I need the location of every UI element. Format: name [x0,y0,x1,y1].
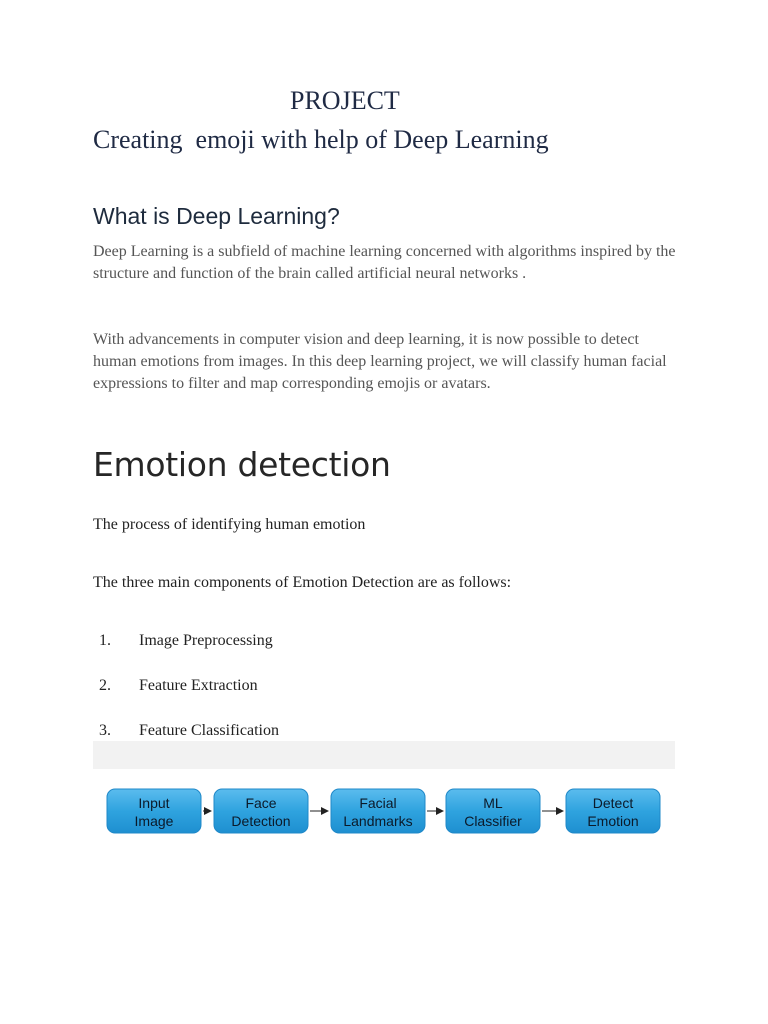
list-item-label: Image Preprocessing [139,632,273,649]
pipeline-step-face-detection [214,789,308,833]
pipeline-step-detect-emotion [566,789,660,833]
pipeline-step-ml-classifier [446,789,540,833]
components-intro: The three main components of Emotion Detection are as follows: [93,574,512,591]
pipeline-box-label-line1: Detect [592,795,634,811]
list-item-label: Feature Extraction [139,677,258,694]
emotion-pipeline-diagram [93,781,675,843]
deep-learning-heading: What is Deep Learning? [93,203,340,229]
pipeline-step-facial-landmarks [331,789,425,833]
list-item-number: 1. [99,632,111,649]
emotion-detection-heading: Emotion detection [93,445,391,484]
pipeline-box-label-line2: Landmarks [343,813,413,829]
emotion-definition: The process of identifying human emotion [93,516,366,533]
pipeline-box-label-line1: ML [483,795,503,811]
list-item-number: 2. [99,677,111,694]
pipeline-box-label-line2: Image [134,813,174,829]
list-item-label: Feature Classification [139,722,279,739]
deep-learning-paragraph-1: Deep Learning is a subfield of machine learning concerned with algorithms inspired by the structure and function of the brain called artificial neural networks . [93,243,676,282]
pipeline-box-label-line1: Facial [359,795,397,811]
pipeline-box-label-line1: Input [138,795,170,811]
pipeline-box-label-line2: Classifier [464,813,522,829]
pipeline-step-input-image [107,789,201,833]
deep-learning-paragraph-2: With advancements in computer vision and deep learning, it is now possible to detect human emotions from images. In this deep learning project, we will classify human facial expressions to filter and map corresponding emojis or avatars. [93,331,667,392]
list-item-number: 3. [99,722,111,739]
pipeline-box-label-line2: Detection [231,813,291,829]
project-title: PROJECT [290,86,400,115]
project-subtitle: Creating emoji with help of Deep Learning [93,125,549,154]
pipeline-box-label-line1: Face [245,795,277,811]
pipeline-box-label-line2: Emotion [587,813,639,829]
pipeline-svg [93,781,675,843]
image-placeholder-band [93,741,675,769]
